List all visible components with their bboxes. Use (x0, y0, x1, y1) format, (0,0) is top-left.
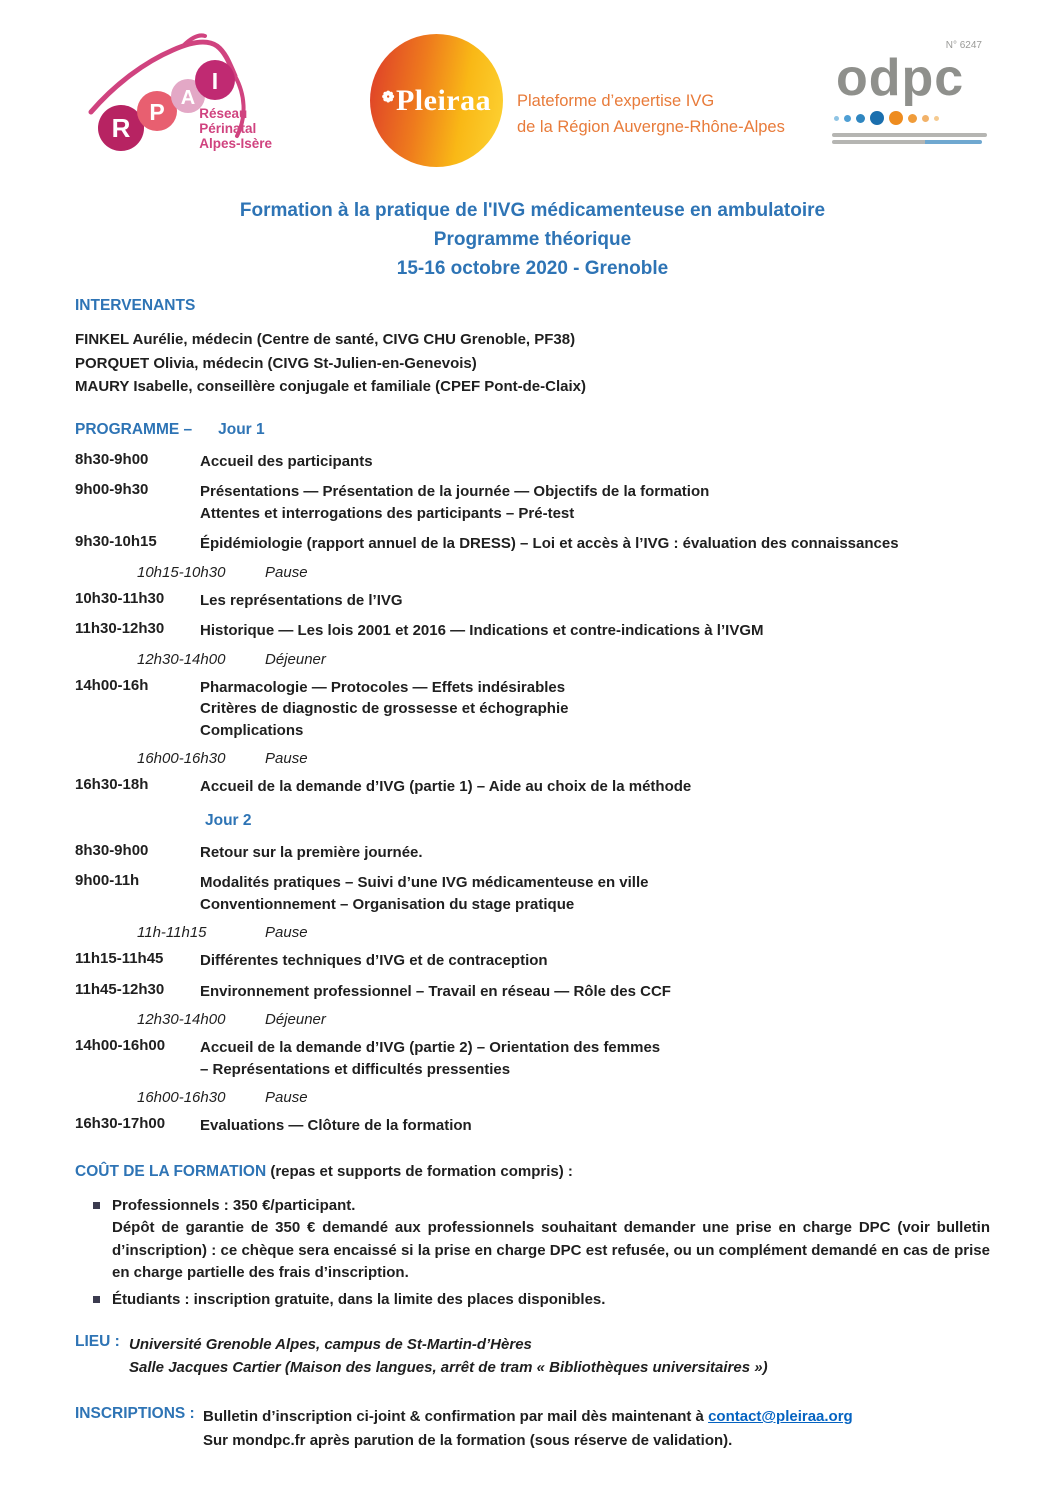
title-line2: Programme théorique (433, 229, 632, 250)
session-line: Accueil des participants (200, 452, 373, 470)
cost-students-text: Étudiants : inscription gratuite, dans la limite des places disponibles. (112, 1290, 606, 1308)
program-break-row (75, 1089, 990, 1106)
program-day1-label: Jour 1 (218, 420, 265, 438)
break-time: 16h00-16h30 (137, 1089, 226, 1106)
session-line: Accueil de la demande d’IVG (partie 1) – Aide au choix de la méthode (200, 778, 692, 795)
break-label: Déjeuner (265, 1011, 326, 1028)
rpai-logo (87, 32, 272, 157)
rpai-caption-line: Alpes-Isère (199, 136, 272, 151)
intervenants-list (75, 328, 990, 399)
location-lines (129, 1333, 768, 1379)
program-day2-label: Jour 2 (205, 811, 252, 829)
registration-line1 (203, 1405, 853, 1429)
session-line: Accueil de la demande d’IVG (partie 2) – Orientation des femmes (200, 1039, 661, 1056)
session-line: Modalités pratiques – Suivi d’une IVG médicamenteuse en ville (200, 874, 649, 891)
odpc-logo (828, 32, 988, 147)
program-break-row (75, 564, 990, 581)
session-time: 16h30-17h00 (75, 1115, 166, 1132)
page-title (75, 196, 990, 283)
cost-heading-suffix: (repas et supports de formation compris) : (266, 1162, 573, 1180)
session-line: Retour sur la première journée. (200, 843, 423, 861)
program-break-row (75, 1011, 990, 1028)
cost-heading-label: COÛT DE LA FORMATION (75, 1162, 267, 1180)
pleiraa-name-text: Pleiraa (395, 83, 492, 117)
break-time: 16h00-16h30 (137, 750, 226, 767)
session-time: 9h30-10h15 (75, 533, 157, 550)
location-line1: Université Grenoble Alpes, campus de St-Martin-d’Hères (129, 1336, 532, 1353)
pleiraa-wordmark (382, 84, 491, 118)
registration-mondpc-text: mondpc.fr (232, 1431, 306, 1449)
session-line: – Représentations et difficultés pressenties (200, 1060, 511, 1078)
cost-bullets (75, 1195, 990, 1312)
break-label: Pause (265, 1089, 308, 1106)
cost-pro-amount: 350 € (232, 1196, 271, 1214)
pleiraa-tagline-line1: Plateforme d’expertise IVG (517, 91, 715, 110)
session-line: Différentes techniques d’IVG et de contraception (200, 952, 548, 969)
program-row (75, 677, 990, 742)
program-row (75, 533, 990, 555)
cost-pro-suffix: /participant. (270, 1196, 356, 1214)
pleiraa-leaf-icon: ❁ (381, 89, 395, 106)
intervenants-heading: INTERVENANTS (75, 297, 196, 314)
program-row (75, 451, 990, 473)
registration-label: INSCRIPTIONS : (75, 1405, 195, 1422)
rpai-caption-line: Périnatal (199, 121, 257, 136)
program-row (75, 590, 990, 612)
program-day1-rows (75, 451, 990, 798)
cost-section (75, 1163, 990, 1312)
program-row (75, 1037, 990, 1080)
session-time: 11h30-12h30 (75, 620, 165, 637)
program-row (75, 950, 990, 972)
program-break-row (75, 924, 990, 941)
rpai-letter-i: I (211, 68, 219, 94)
intervenant: FINKEL Aurélie, médecin (Centre de santé, CIVG CHU Grenoble, PF38) (75, 331, 576, 348)
pleiraa-tagline (517, 88, 785, 140)
break-time: 11h-11h15 (137, 924, 207, 941)
session-time: 9h00-11h (75, 872, 140, 889)
break-label: Pause (265, 924, 308, 941)
rpai-letter-p: P (149, 99, 165, 125)
session-line: Attentes et interrogations des participants – Pré-test (200, 504, 575, 522)
registration-line1-text: Bulletin d’inscription ci-joint & confirmation par mail dès maintenant à (203, 1408, 709, 1425)
odpc-wordmark: odpc (836, 49, 965, 107)
registration-lines (203, 1405, 853, 1452)
session-time: 10h30-11h30 (75, 589, 165, 607)
session-line: Critères de diagnostic de grossesse et échographie (200, 700, 569, 717)
title-line3: 15-16 octobre 2020 - Grenoble (396, 258, 669, 279)
location-line2: Salle Jacques Cartier (Maison des langues, arrêt de tram « Bibliothèques universitaires ») (129, 1359, 768, 1376)
session-time: 8h30-9h00 (75, 450, 149, 468)
contact-email-link[interactable]: contact@pleiraa.org (708, 1408, 853, 1425)
pleiraa-tagline-line2: de la Région Auvergne-Rhône-Alpes (517, 117, 785, 136)
program-row (75, 872, 990, 915)
session-time: 14h00-16h (75, 676, 149, 694)
session-time: 11h45-12h30 (75, 980, 165, 998)
pleiraa-logo (370, 34, 503, 167)
break-label: Déjeuner (265, 650, 326, 668)
break-label: Pause (265, 750, 308, 767)
program-row (75, 776, 990, 798)
program-row (75, 481, 990, 524)
program-row (75, 981, 990, 1003)
session-time: 8h30-9h00 (75, 841, 149, 859)
intervenant: MAURY Isabelle, conseillère conjugale et familiale (CPEF Pont-de-Claix) (75, 378, 586, 395)
odpc-dots-icon (834, 110, 988, 126)
session-line: Evaluations — Clôture de la formation (200, 1117, 472, 1134)
program-break-row (75, 651, 990, 668)
location-label: LIEU : (75, 1333, 120, 1350)
title-line1: Formation à la pratique de l'IVG médicamenteuse en ambulatoire (239, 200, 826, 221)
bullet-square-icon (93, 1296, 100, 1303)
program-row (75, 1115, 990, 1137)
break-time: 10h15-10h30 (137, 563, 226, 581)
logo-row (75, 32, 990, 170)
intervenants-section (75, 297, 990, 399)
break-time: 12h30-14h00 (137, 1011, 226, 1028)
session-line: Historique — Les lois 2001 et 2016 — Indications et contre-indications à l’IVGM (200, 622, 764, 639)
cost-pro-detail: Dépôt de garantie de 350 € demandé aux professionnels souhaitant demander une prise en charge DPC (voir bulletin d’inscription) : ce chèque sera encaissé si la prise en charge DPC est refusée, ou un complément demandé en cas de prise en charge partielle des frais d’inscription. (112, 1219, 990, 1281)
rpai-letter-r: R (111, 113, 131, 143)
location-section (75, 1333, 990, 1379)
program-day2-rows (75, 842, 990, 1137)
break-time: 12h30-14h00 (137, 650, 226, 668)
session-time: 16h30-18h (75, 776, 149, 793)
session-line: Conventionnement – Organisation du stage pratique (200, 895, 575, 913)
cost-pro-prefix: Professionnels : (112, 1196, 233, 1214)
program-heading (75, 421, 990, 439)
pleiraa-logo-block (370, 32, 785, 167)
session-line: Les représentations de l’IVG (200, 591, 403, 609)
session-line: Présentations — Présentation de la journée — Objectifs de la formation (200, 483, 710, 500)
registration-line2-suffix: après parution de la formation (sous réserve de validation). (305, 1431, 733, 1449)
session-line: Épidémiologie (rapport annuel de la DRESS) – Loi et accès à l’IVG : évaluation des connaissances (200, 535, 899, 552)
cost-bullet-professionals (75, 1195, 990, 1285)
program-break-row (75, 750, 990, 767)
registration-section (75, 1405, 990, 1452)
rpai-caption (199, 106, 272, 151)
session-time: 9h00-9h30 (75, 481, 149, 498)
session-line: Complications (200, 721, 304, 739)
registration-line2-prefix: Sur (203, 1431, 233, 1449)
program-row (75, 620, 990, 642)
program-heading-prefix: PROGRAMME – (75, 420, 193, 438)
cost-bullet-students (75, 1289, 990, 1312)
break-label: Pause (265, 563, 308, 581)
session-time: 14h00-16h00 (75, 1037, 166, 1054)
rpai-letter-a: A (180, 87, 196, 109)
intervenant: PORQUET Olivia, médecin (CIVG St-Julien-en-Genevois) (75, 354, 477, 372)
program-section (75, 421, 990, 1137)
registration-line2 (203, 1429, 853, 1453)
bullet-square-icon (93, 1202, 100, 1209)
odpc-fineprint (832, 133, 988, 144)
session-line: Pharmacologie — Protocoles — Effets indésirables (200, 678, 566, 696)
session-line: Environnement professionnel – Travail en réseau — Rôle des CCF (200, 982, 671, 1000)
odpc-registration-number: N° 6247 (945, 40, 982, 51)
rpai-caption-line: Réseau (199, 106, 248, 121)
session-time: 11h15-11h45 (75, 950, 164, 967)
cost-heading (75, 1163, 990, 1181)
program-row (75, 842, 990, 864)
